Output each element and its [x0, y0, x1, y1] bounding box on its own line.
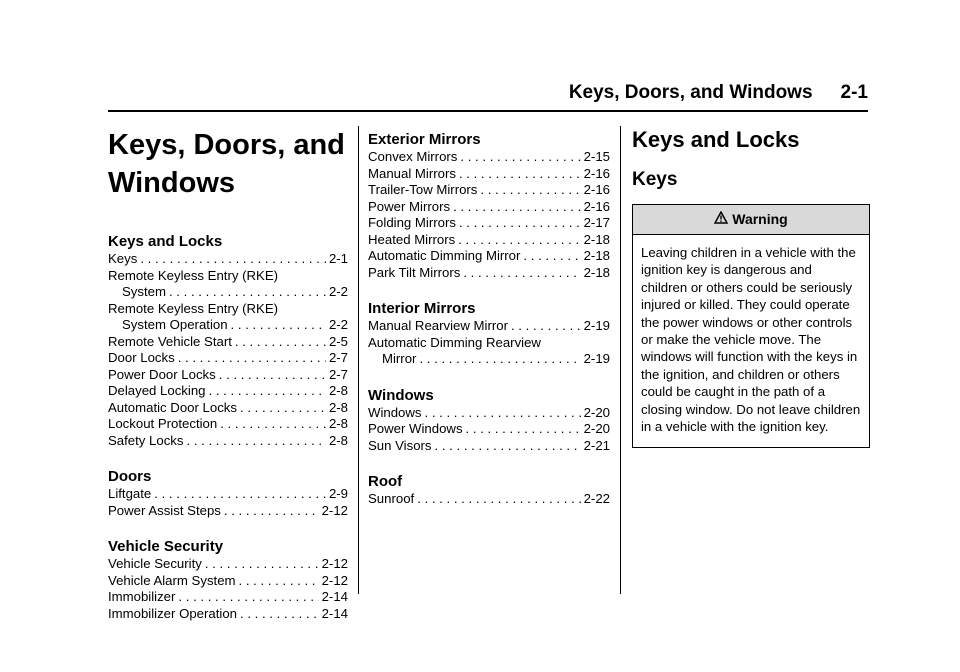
toc-entry[interactable]: Door Locks . . . 2-7	[108, 350, 348, 367]
warning-triangle-icon	[714, 211, 728, 227]
toc-column-2	[368, 126, 610, 508]
toc-entry[interactable]: Automatic Dimming Rearview	[368, 334, 541, 350]
content-column	[632, 126, 868, 448]
running-header	[569, 82, 868, 104]
toc-entry[interactable]: Keys . . . 2-1	[108, 251, 348, 268]
toc-entry[interactable]: Immobilizer Operation . . . 2-14	[108, 606, 348, 623]
toc-entry[interactable]: Power Mirrors . . . 2-16	[368, 199, 610, 216]
toc-entry[interactable]: System . . . 2-2	[108, 284, 348, 301]
toc-entry[interactable]: Park Tilt Mirrors . . . 2-18	[368, 265, 610, 282]
toc-entry[interactable]: Vehicle Security . . . 2-12	[108, 556, 348, 573]
toc-section-vehicle-security: Vehicle Security	[108, 538, 224, 555]
header-page-number: 2-1	[840, 82, 868, 103]
toc-entry[interactable]: Convex Mirrors . . . 2-15	[368, 149, 610, 166]
toc-entry[interactable]: Vehicle Alarm System . . . 2-12	[108, 573, 348, 590]
toc-section-interior-mirrors: Interior Mirrors	[368, 300, 476, 317]
header-title: Keys, Doors, and Windows	[568, 82, 813, 103]
toc-entry[interactable]: Manual Rearview Mirror . . . 2-19	[368, 318, 610, 335]
chapter-title: Keys, Doors, and Windows	[108, 129, 345, 199]
column-divider	[358, 126, 359, 594]
warning-text: Leaving children in a vehicle with the ignition key is dangerous and children or others could be seriously injured or killed. They could operate the power windows or other controls or make the vehicle move. The windows will function with the keys in the ignition, and children or others could be caught in the path of a closing window. Do not leave children in a vehicle with the ignition key.	[641, 245, 861, 435]
toc-entry[interactable]: Trailer-Tow Mirrors . . . 2-16	[368, 182, 610, 199]
toc-entry[interactable]: Immobilizer . . . 2-14	[108, 589, 348, 606]
toc-entry[interactable]: Remote Keyless Entry (RKE)	[108, 267, 279, 283]
toc-entry[interactable]: Power Door Locks . . . 2-7	[108, 367, 348, 384]
toc-section-windows: Windows	[368, 386, 434, 404]
warning-title: Warning	[732, 211, 788, 227]
warning-box	[632, 204, 870, 448]
toc-entry[interactable]: Liftgate . . . 2-9	[108, 486, 348, 503]
header-rule	[108, 110, 868, 112]
toc-entry[interactable]: Delayed Locking . . . 2-8	[108, 383, 348, 400]
subsection-heading: Keys	[632, 169, 678, 190]
toc-entry[interactable]: Remote Keyless Entry (RKE)	[108, 300, 279, 316]
toc-entry[interactable]: Automatic Dimming Mirror . . . 2-18	[368, 248, 610, 265]
toc-section-doors: Doors	[108, 468, 152, 485]
section-heading: Keys and Locks	[632, 127, 800, 152]
toc-entry[interactable]: System Operation . . . 2-2	[108, 317, 348, 334]
toc-entry[interactable]: Heated Mirrors . . . 2-18	[368, 232, 610, 249]
toc-entry[interactable]: Safety Locks . . . 2-8	[108, 433, 348, 450]
toc-entry[interactable]: Sunroof . . . 2-22	[368, 491, 610, 508]
toc-entry[interactable]: Remote Vehicle Start . . . 2-5	[108, 334, 348, 351]
toc-entry[interactable]: Windows . . . 2-20	[368, 405, 610, 422]
toc-entry[interactable]: Folding Mirrors . . . 2-17	[368, 215, 610, 232]
toc-entry[interactable]: Sun Visors . . . 2-21	[368, 438, 610, 455]
toc-entry[interactable]: Power Assist Steps . . . 2-12	[108, 503, 348, 520]
toc-entry[interactable]: Mirror . . . 2-19	[368, 351, 610, 368]
toc-section-keys-and-locks: Keys and Locks	[108, 233, 223, 250]
toc-column-1	[108, 126, 348, 622]
toc-entry[interactable]: Automatic Door Locks . . . 2-8	[108, 400, 348, 417]
column-divider	[620, 126, 621, 594]
toc-entry[interactable]: Power Windows . . . 2-20	[368, 421, 610, 438]
warning-header	[633, 205, 869, 235]
toc-entry[interactable]: Manual Mirrors . . . 2-16	[368, 166, 610, 183]
toc-section-exterior-mirrors: Exterior Mirrors	[368, 131, 481, 148]
toc-section-roof: Roof	[368, 473, 403, 490]
toc-entry[interactable]: Lockout Protection . . . 2-8	[108, 416, 348, 433]
